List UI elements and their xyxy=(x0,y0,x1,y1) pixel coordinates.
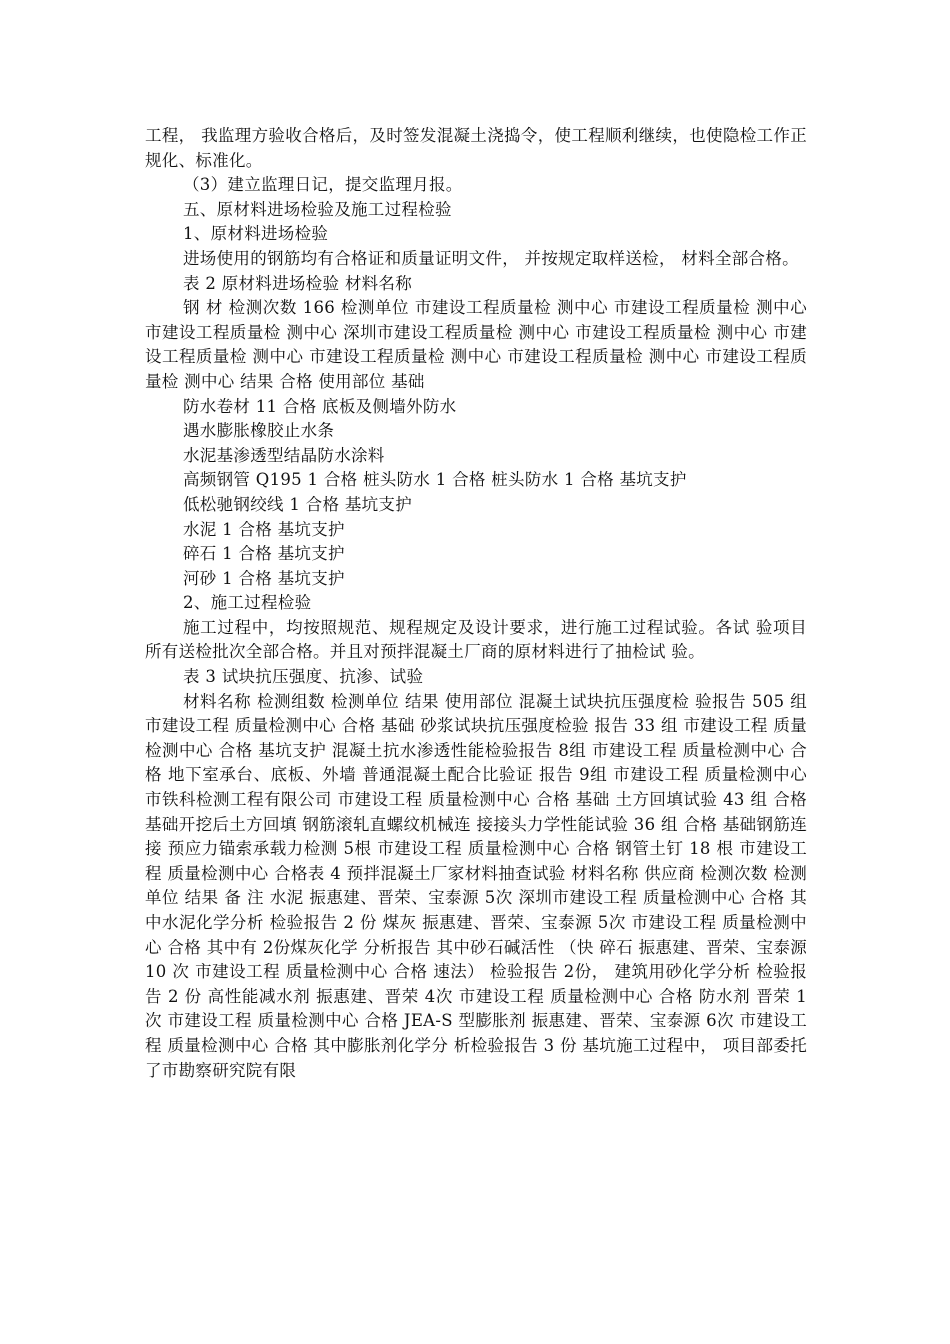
paragraph: （3）建立监理日记，提交监理月报。 xyxy=(183,175,463,195)
table-caption: 表 2 原材料进场检验 材料名称 xyxy=(183,273,413,293)
paragraph: 碎石 1 合格 基坑支护 xyxy=(183,544,345,564)
paragraph: 防水卷材 11 合格 底板及侧墙外防水 xyxy=(183,396,457,416)
paragraph: 水泥 1 合格 基坑支护 xyxy=(183,519,345,539)
document-body xyxy=(145,124,807,1083)
paragraph: 水泥基渗透型结晶防水涂料 xyxy=(183,445,385,465)
paragraph: 遇水膨胀橡胶止水条 xyxy=(183,421,335,441)
paragraph: 工程， 我监理方验收合格后，及时签发混凝土浇捣令，使工程顺利继续，也使隐检工作正规化、标准化。 xyxy=(145,126,807,170)
subsection-heading: 1、原材料进场检验 xyxy=(183,224,329,244)
paragraph: 河砂 1 合格 基坑支护 xyxy=(183,568,345,588)
paragraph: 施工过程中，均按照规范、规程规定及设计要求，进行施工过程试验。各试 验项目所有送检批次全部合格。并且对预拌混凝土厂商的原材料进行了抽检试 验。 xyxy=(145,617,807,662)
paragraph: 低松驰钢绞线 1 合格 基坑支护 xyxy=(183,494,413,514)
paragraph: 钢 材 检测次数 166 检测单位 市建设工程质量检 测中心 市建设工程质量检 测中心 市建设工程质量检 测中心 深圳市建设工程质量检 测中心 市建设工程质量检 测中心 市建设工程质量检 测中心 市建设工程质量检 测中心 市建设工程质量检 测中心 市建设工程质量检 测中心 结果 合格 使用部位 基础 xyxy=(145,298,807,391)
table-caption: 表 3 试块抗压强度、抗渗、试验 xyxy=(183,667,424,687)
section-heading: 五、原材料进场检验及施工过程检验 xyxy=(183,199,452,219)
paragraph: 材料名称 检测组数 检测单位 结果 使用部位 混凝土试块抗压强度检 验报告 505 组 市建设工程 质量检测中心 合格 基础 砂浆试块抗压强度检验 报告 33 组 市建设工程 质量检测中心 合格 基坑支护 混凝土抗水渗透性能检验报告 8组 市建设工程 质量检测中心 合格 地下室承台、底板、外墙 普通混凝土配合比验证 报告 9组 市建设工程 质量检测中心 市铁科检测工程有限公司 市建设工程 质量检测中心 合格 基础 土方回填试验 43 组 合格 基础开挖后土方回填 钢筋滚轧直螺纹机械连 接接头力学性能试验 36 组 合格 基础钢筋连接 预应力锚索承载力检测 5根 市建设工程 质量检测中心 合格 钢管土钉 18 根 市建设工程 质量检测中心 合格表 4 预拌混凝土厂家材料抽查试验 材料名称 供应商 检测次数 检测单位 结果 备 注 水泥 振惠建、晋荣、宝泰源 5次 深圳市建设工程 质量检测中心 合格 其中水泥化学分析 检验报告 2 份 煤灰 振惠建、晋荣、宝泰源 5次 市建设工程 质量检测中心 合格 其中有 2份煤灰化学 分析报告 其中砂石碱活性 （快 碎石 振惠建、晋荣、宝泰源 10 次 市建设工程 质量检测中心 合格 速法） 检验报告 2份， 建筑用砂化学分析 检验报告 2 份 高性能减水剂 振惠建、晋荣 4次 市建设工程 质量检测中心 合格 防水剂 晋荣 1次 市建设工程 质量检测中心 合格 JEA-S 型膨胀剂 振惠建、晋荣、宝泰源 6次 市建设工程 质量检测中心 合格 其中膨胀剂化学分 析检验报告 3 份 基坑施工过程中， 项目部委托了市勘察研究院有限 xyxy=(145,691,807,1080)
paragraph: 高频钢管 Q195 1 合格 桩头防水 1 合格 桩头防水 1 合格 基坑支护 xyxy=(183,470,687,490)
paragraph: 进场使用的钢筋均有合格证和质量证明文件， 并按规定取样送检， 材料全部合格。 xyxy=(183,248,799,268)
subsection-heading: 2、施工过程检验 xyxy=(183,593,312,613)
